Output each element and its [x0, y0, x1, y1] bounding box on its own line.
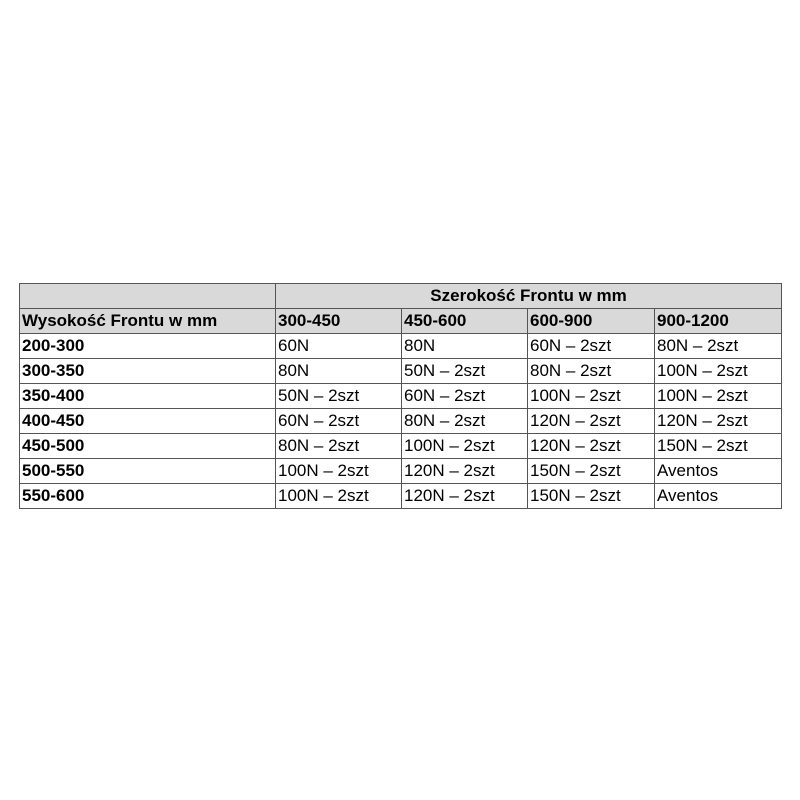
table-row	[20, 484, 782, 509]
table-row	[20, 459, 782, 484]
table-cell: 60N – 2szt	[276, 409, 402, 434]
table-cell: 80N	[402, 334, 528, 359]
table-cell: 100N – 2szt	[276, 459, 402, 484]
table-cell: 60N	[276, 334, 402, 359]
table-row	[20, 359, 782, 384]
height-header: Wysokość Frontu w mm	[20, 309, 276, 334]
table-cell: 120N – 2szt	[528, 409, 655, 434]
header-row-ranges	[20, 309, 782, 334]
table-cell: 100N – 2szt	[402, 434, 528, 459]
height-range-cell: 550-600	[20, 484, 276, 509]
width-header: Szerokość Frontu w mm	[276, 284, 782, 309]
table-cell: 50N – 2szt	[276, 384, 402, 409]
width-range-header: 600-900	[528, 309, 655, 334]
table-row	[20, 409, 782, 434]
height-range-cell: 500-550	[20, 459, 276, 484]
table-cell: 100N – 2szt	[528, 384, 655, 409]
table-cell: 120N – 2szt	[402, 459, 528, 484]
header-row-top	[20, 284, 782, 309]
width-range-header: 450-600	[402, 309, 528, 334]
table-cell: 100N – 2szt	[655, 359, 782, 384]
width-range-header: 300-450	[276, 309, 402, 334]
table-cell: 150N – 2szt	[528, 459, 655, 484]
table-cell: 120N – 2szt	[402, 484, 528, 509]
table-row	[20, 334, 782, 359]
table-cell: Aventos	[655, 459, 782, 484]
corner-cell	[20, 284, 276, 309]
table-cell: 50N – 2szt	[402, 359, 528, 384]
table-row	[20, 434, 782, 459]
table-cell: 100N – 2szt	[655, 384, 782, 409]
table-cell: 120N – 2szt	[528, 434, 655, 459]
table-cell: 60N – 2szt	[528, 334, 655, 359]
table-cell: 80N – 2szt	[655, 334, 782, 359]
table-cell: 80N	[276, 359, 402, 384]
height-range-cell: 450-500	[20, 434, 276, 459]
table-cell: 120N – 2szt	[655, 409, 782, 434]
table-row	[20, 384, 782, 409]
height-range-cell: 350-400	[20, 384, 276, 409]
table-cell: 60N – 2szt	[402, 384, 528, 409]
height-range-cell: 400-450	[20, 409, 276, 434]
table-cell: Aventos	[655, 484, 782, 509]
height-range-cell: 300-350	[20, 359, 276, 384]
table-cell: 150N – 2szt	[528, 484, 655, 509]
table-cell: 80N – 2szt	[402, 409, 528, 434]
table-cell: 80N – 2szt	[276, 434, 402, 459]
table-cell: 80N – 2szt	[528, 359, 655, 384]
height-range-cell: 200-300	[20, 334, 276, 359]
spec-table	[19, 283, 782, 509]
width-range-header: 900-1200	[655, 309, 782, 334]
table-cell: 150N – 2szt	[655, 434, 782, 459]
table-cell: 100N – 2szt	[276, 484, 402, 509]
